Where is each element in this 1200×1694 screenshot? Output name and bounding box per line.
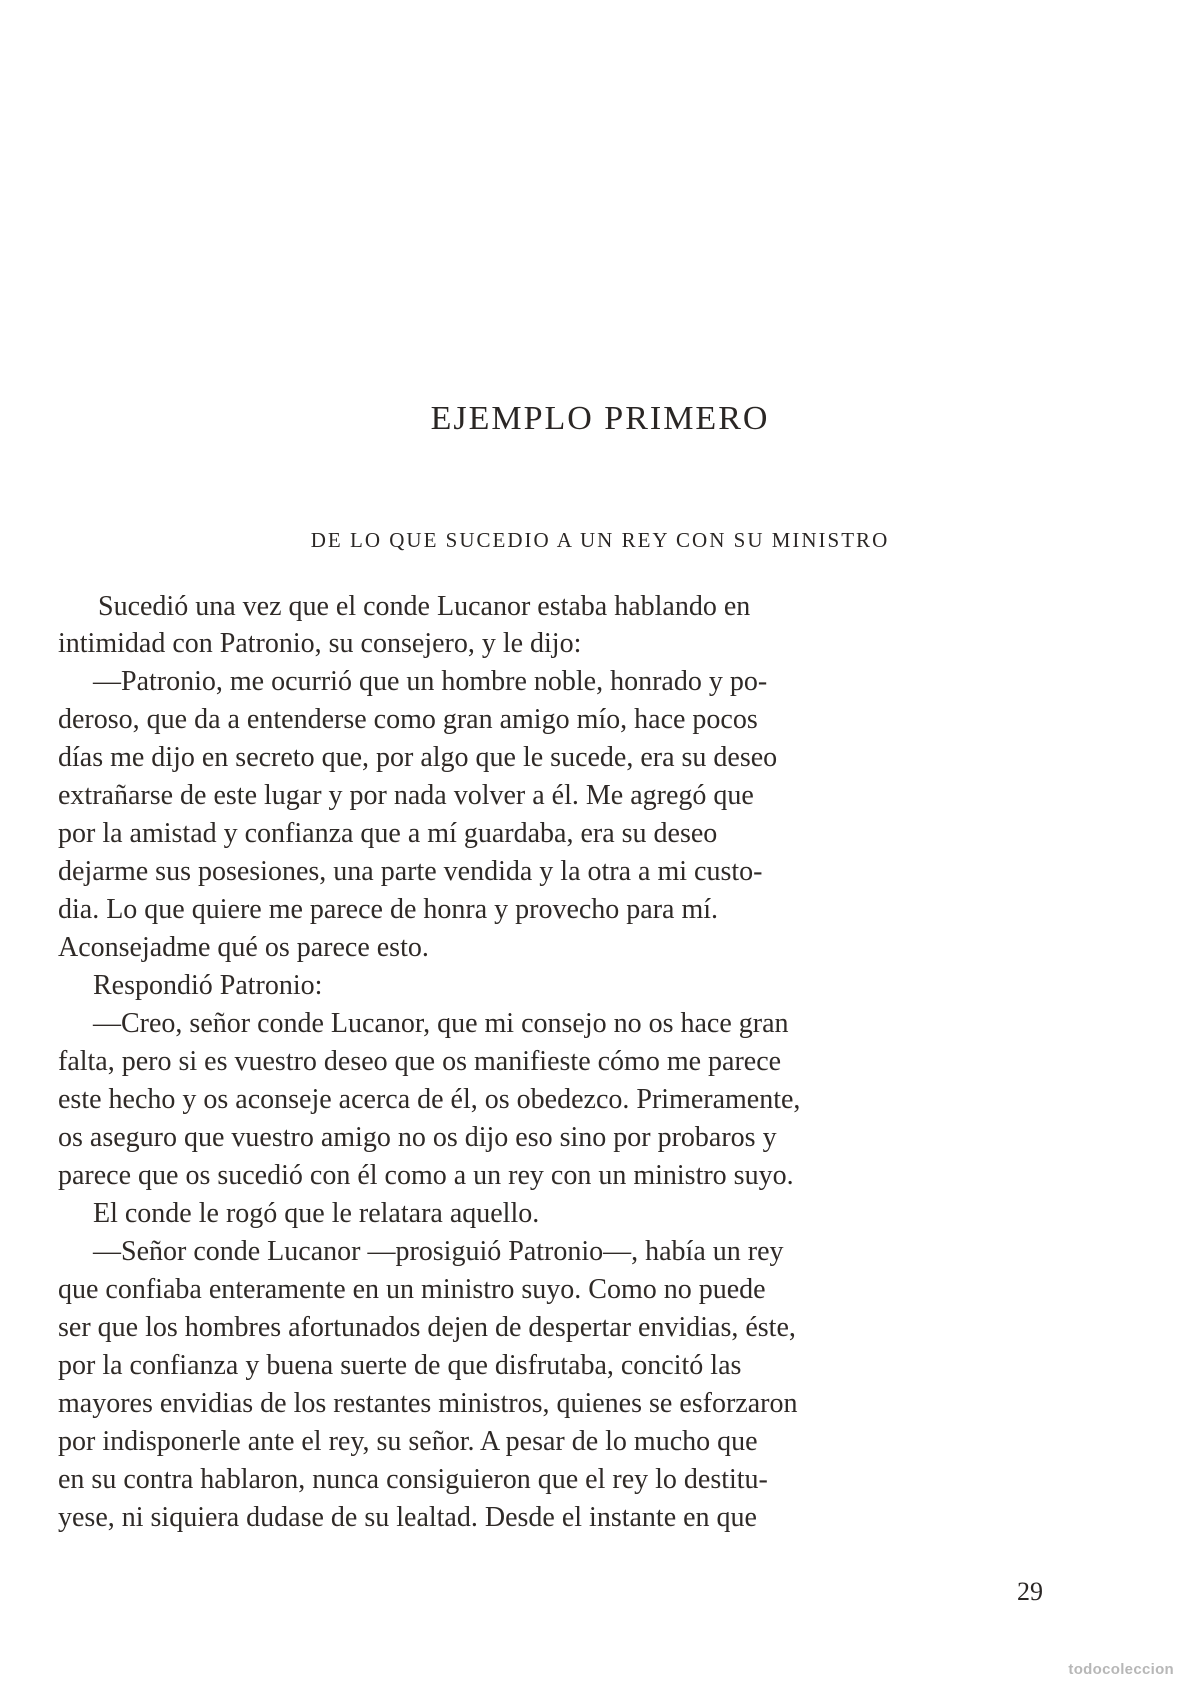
text-line: días me dijo en secreto que, por algo que le sucede, era su deseo <box>58 742 778 773</box>
text-line: yese, ni siquiera dudase de su lealtad. Desde el instante en que <box>58 1502 757 1533</box>
chapter-title: EJEMPLO PRIMERO <box>430 400 770 437</box>
text-line: El conde le rogó que le relatara aquello. <box>93 1198 540 1229</box>
text-line: en su contra hablaron, nunca consiguieron que el rey lo destitu- <box>58 1464 768 1495</box>
text-line: parece que os sucedió con él como a un rey con un ministro suyo. <box>58 1160 794 1191</box>
text-line: Sucedió una vez que el conde Lucanor estaba hablando en <box>98 591 751 622</box>
text-line: Aconsejadme qué os parece esto. <box>58 932 429 963</box>
text-line: por la amistad y confianza que a mí guardaba, era su deseo <box>58 818 718 849</box>
text-line: dia. Lo que quiere me parece de honra y provecho para mí. <box>58 894 719 925</box>
text-line: intimidad con Patronio, su consejero, y le dijo: <box>58 628 582 659</box>
text-line: dejarme sus posesiones, una parte vendida y la otra a mi custo- <box>58 856 763 887</box>
text-line: os aseguro que vuestro amigo no os dijo eso sino por probaros y <box>58 1122 777 1153</box>
page-number: 29 <box>1017 1577 1043 1606</box>
section-subtitle: DE LO QUE SUCEDIO A UN REY CON SU MINISTRO <box>310 528 890 552</box>
text-line: por la confianza y buena suerte de que disfrutaba, concitó las <box>58 1350 742 1381</box>
text-line: deroso, que da a entenderse como gran amigo mío, hace pocos <box>58 704 758 735</box>
text-line: este hecho y os aconseje acerca de él, os obedezco. Primeramente, <box>58 1084 801 1115</box>
text-line: mayores envidias de los restantes ministros, quienes se esforzaron <box>58 1388 798 1419</box>
text-line: —Creo, señor conde Lucanor, que mi consejo no os hace gran <box>93 1008 789 1039</box>
watermark: todocoleccion <box>1068 1661 1174 1678</box>
text-line: Respondió Patronio: <box>93 970 323 1001</box>
text-line: —Patronio, me ocurrió que un hombre noble, honrado y po- <box>93 666 768 697</box>
text-line: ser que los hombres afortunados dejen de despertar envidias, éste, <box>58 1312 796 1343</box>
text-line: —Señor conde Lucanor —prosiguió Patronio—, había un rey <box>93 1236 784 1267</box>
text-line: extrañarse de este lugar y por nada volver a él. Me agregó que <box>58 780 754 811</box>
text-line: por indisponerle ante el rey, su señor. A pesar de lo mucho que <box>58 1426 758 1457</box>
text-line: que confiaba enteramente en un ministro suyo. Como no puede <box>58 1274 766 1305</box>
text-line: falta, pero si es vuestro deseo que os manifieste cómo me parece <box>58 1046 782 1077</box>
